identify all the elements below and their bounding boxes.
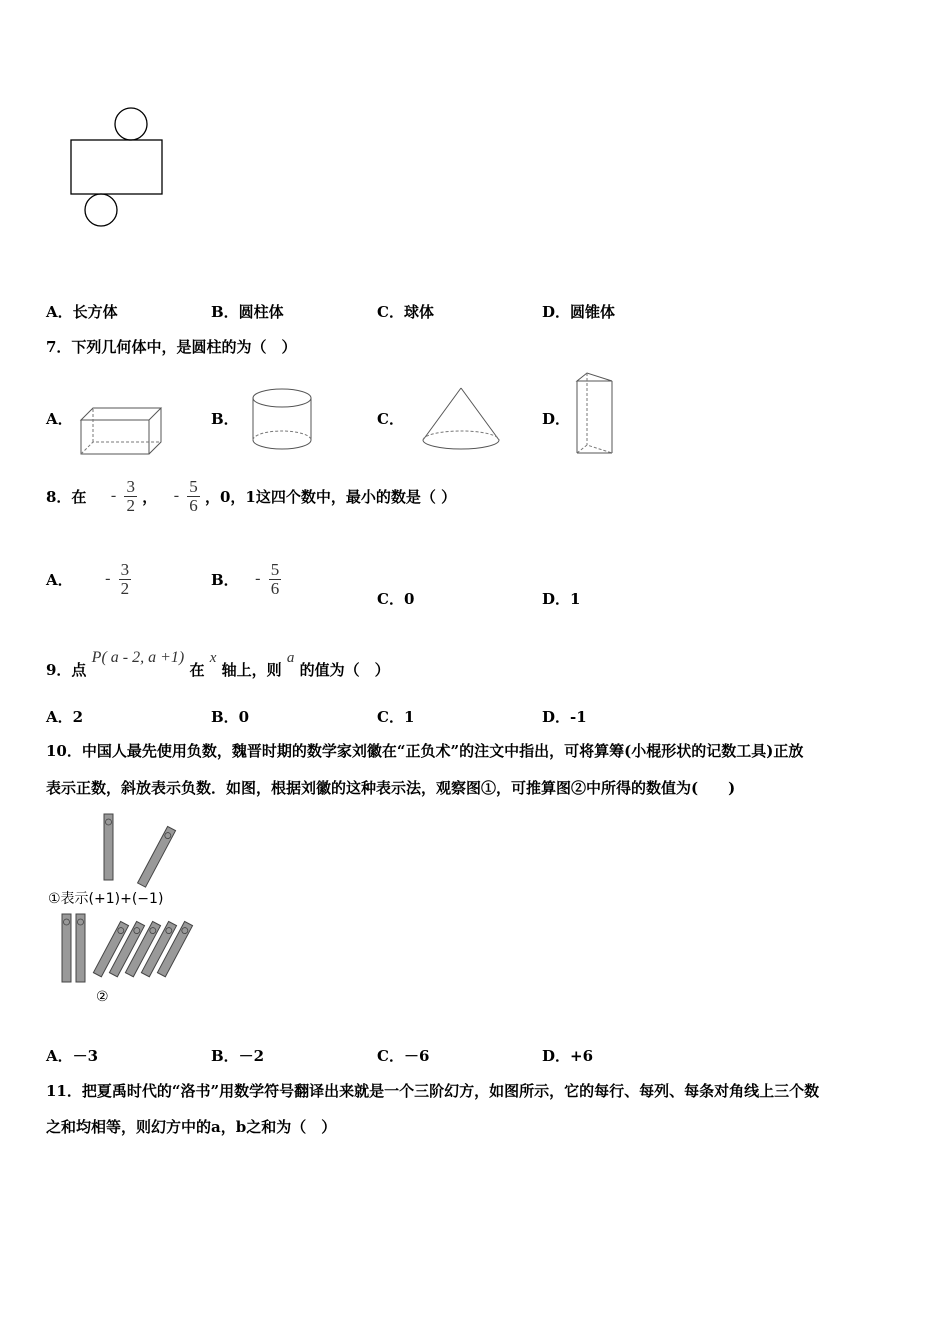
q7-option-d-label[interactable]: D．	[542, 410, 571, 428]
q8-option-d[interactable]: D．1	[542, 590, 581, 608]
q8-option-b-sign: -	[255, 570, 261, 588]
q9-prefix: 9．点	[46, 661, 87, 679]
net-rectangle	[71, 140, 162, 194]
q7-option-b-label[interactable]: B．	[211, 410, 239, 428]
q8-suffix: ，0，1这四个数中，最小的数是（ ）	[204, 487, 457, 506]
q6-option-a[interactable]: A．长方体	[46, 303, 118, 321]
q8-fraction-2	[187, 478, 200, 515]
q6-option-c[interactable]: C．球体	[377, 303, 434, 321]
cylinder-icon	[253, 388, 315, 452]
q8-f1-num: 3	[126, 477, 135, 496]
q8-option-b[interactable]	[211, 561, 281, 598]
q10-line-2: 表示正数，斜放表示负数．如图，根据刘徽的这种表示法，观察图①，可推算图②中所得的数值为( )	[46, 779, 736, 797]
q10-fig1-caption: ①表示(+1)+(−1)	[48, 891, 164, 907]
cylinder-net-figure	[0, 0, 950, 260]
q8-f2-sign: -	[173, 487, 180, 505]
q8-f2-den: 6	[189, 495, 198, 515]
q8-option-a[interactable]	[46, 561, 131, 598]
q7-option-a-label[interactable]: A．	[46, 410, 73, 428]
q10-line-1: 10．中国人最先使用负数，魏晋时期的数学家刘徽在“正负术”的注文中指出，可将算筹(小棍形状的记数工具)正放	[46, 742, 804, 760]
rod-upright-fig1	[104, 814, 113, 880]
q10-fig2-caption: ②	[96, 989, 109, 1005]
q7-stem: 7．下列几何体中，是圆柱的为（ ）	[46, 338, 297, 356]
q8-option-a-num: 3	[120, 560, 130, 579]
q6-option-d[interactable]: D．圆锥体	[542, 303, 616, 321]
rod-slanted-fig1	[138, 826, 176, 887]
q10-option-a[interactable]: A．－3	[46, 1047, 99, 1065]
q8-option-a-fraction	[119, 561, 132, 598]
q8-option-b-num: 5	[270, 560, 280, 579]
net-top-circle	[115, 108, 147, 140]
q11-line-2: 之和均相等，则幻方中的a，b之和为（ ）	[46, 1118, 337, 1136]
cone-icon	[423, 386, 503, 454]
q8-prefix: 8．在	[46, 487, 87, 506]
q9-axis-var: x	[209, 650, 217, 666]
q10-option-b[interactable]: B．－2	[211, 1047, 265, 1065]
cuboid-icon	[81, 408, 161, 458]
rod-upright-fig2-1	[62, 914, 71, 982]
q9-mid1: 在	[189, 661, 205, 679]
q8-f1-den: 2	[126, 495, 135, 515]
counting-rods-figure	[45, 810, 205, 1010]
q8-fraction-1	[124, 478, 137, 515]
q9-stem	[46, 646, 390, 686]
q8-sep: ，	[142, 487, 158, 506]
rod-upright-fig2-2	[76, 914, 85, 982]
q9-a-var: a	[286, 650, 295, 666]
q8-option-b-fraction	[269, 561, 282, 598]
q9-option-a[interactable]: A．2	[46, 708, 84, 726]
prism-icon	[577, 373, 617, 455]
q9-mid2: 轴上，则	[221, 661, 282, 679]
q9-suffix: 的值为（ ）	[299, 661, 390, 679]
q9-point: P( a - 2, a +1)	[91, 649, 185, 666]
net-bottom-circle	[85, 194, 117, 226]
q10-option-c[interactable]: C．－6	[377, 1047, 430, 1065]
q9-option-d[interactable]: D．-1	[542, 708, 587, 726]
q8-option-a-label: A．	[46, 570, 73, 589]
q8-option-a-den: 2	[120, 578, 130, 598]
q8-f1-sign: -	[110, 487, 117, 505]
q9-option-c[interactable]: C．1	[377, 708, 415, 726]
q8-option-b-den: 6	[270, 578, 280, 598]
q8-option-b-label: B．	[211, 570, 239, 589]
q11-line-1: 11．把夏禹时代的“洛书”用数学符号翻译出来就是一个三阶幻方，如图所示，它的每行、每列、每条对角线上三个数	[46, 1082, 820, 1100]
q7-option-c-label[interactable]: C．	[377, 410, 404, 428]
q8-f2-num: 5	[189, 477, 198, 496]
q6-option-b[interactable]: B．圆柱体	[211, 303, 284, 321]
q8-option-c[interactable]: C．0	[377, 590, 415, 608]
q9-option-b[interactable]: B．0	[211, 708, 250, 726]
q8-stem	[46, 478, 456, 515]
q8-option-a-sign: -	[105, 570, 111, 588]
q10-option-d[interactable]: D．+6	[542, 1047, 594, 1065]
